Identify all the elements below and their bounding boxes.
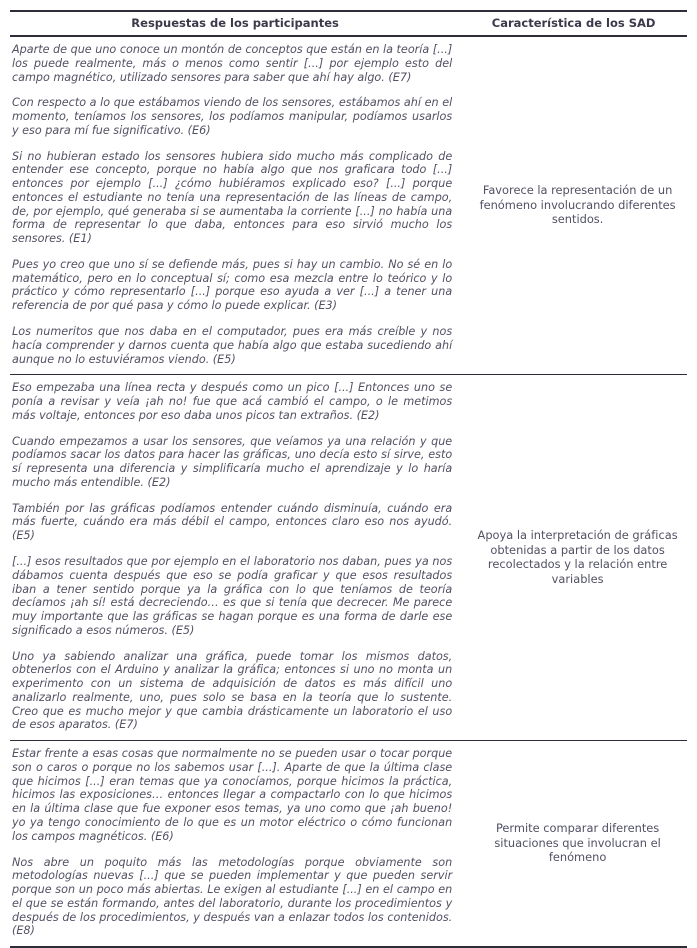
table-row [10,37,687,374]
table-body [10,37,687,948]
participant-quote: Si no hubieran estado los sensores hubiera sido mucho más complicado de entender ese concepto, porque no había algo que nos graficara todo [...] entonces por ejemplo [...] ¿cómo hubiéramos explicado eso? [...] porque entonces el estudiante no tenía una representación de las líneas de campo, de, por ejemplo, qué generaba si se aumentaba la corriente [...] no había una forma de representar lo que daba, entonces para eso sirvió mucho los sensores. (E1) [12,149,453,246]
responses-cell [10,376,460,738]
participant-quote: Uno ya sabiendo analizar una gráfica, puede tomar los mismos datos, obtenerlos con el Arduino y analizar la gráfica; entonces si uno no monta un experimento con un sistema de adquisición de datos es más difícil uno analizarlo realmente, uno, pues solo se basa en la teoría que lo sustente. Creo que es mucho mejor y que cambia drásticamente un laboratorio el uso de esos aparatos. (E7) [12,649,453,732]
characteristic-text: Apoya la interpretación de gráficas obtenidas a partir de los datos recolectados y la relación entre variables [477,528,678,586]
characteristic-cell [460,38,687,372]
participant-quote: También por las gráficas podíamos entender cuándo disminuía, cuándo era más fuerte, cuándo era más débil el campo, entonces claro eso nos ayudó. (E5) [12,501,453,543]
characteristic-text: Permite comparar diferentes situaciones que involucran el fenómeno [494,821,661,865]
characteristic-text: Favorece la representación de un fenómeno involucrando diferentes sentidos. [479,183,676,227]
characteristic-cell [460,742,687,944]
table-row [10,741,687,946]
participant-quote: Nos abre un poquito más las metodologías porque obviamente son metodologías nuevas [...] que se pueden implementar y que pueden servir porque son un poco más abiertas. Le exigen al estudiante [...] en el campo en el que se están formando, antes del laboratorio, durante los procedimientos y después de los procedimientos, y después van a enlazar todos los contenidos. (E8) [12,855,453,938]
participant-quote: Pues yo creo que uno sí se defiende más, pues si hay un cambio. No sé en lo matemático, pero en lo conceptual sí; como esa mezcla entre lo teórico y lo práctico y cómo representarlo [...] porque eso ayuda a ver [...] a tener una referencia de por qué pasa y cómo lo puede explicar. (E3) [12,257,453,313]
document-page [0,10,697,938]
participant-quote: [...] esos resultados que por ejemplo en el laboratorio nos daban, pues ya nos dábamos cuenta después que eso se podía graficar y que esos resultados iban a tener sentido porque ya la gráfica con lo que teníamos de teoría decíamos ¡ah sí! está decreciendo… es que si tenía que decrecer. Me parece muy importante que las gráficas se hagan porque es una forma de darle ese significado a esos números. (E5) [12,554,453,637]
column-header-characteristic: Característica de los SAD [491,16,656,30]
participant-quote: Cuando empezamos a usar los sensores, que veíamos ya una relación y que podíamos sacar los datos para hacer las gráficas, uno decía esto sí sirve, esto sí representa una diferencia y simplificaría mucho el aprendizaje y lo haría mucho más entendible. (E2) [12,434,453,489]
responses-cell [10,38,460,372]
characteristic-cell [460,376,687,738]
participant-quote: Los numeritos que nos daba en el computador, pues era más creíble y nos hacía comprender y darnos cuenta que había algo que estaba sucediendo ahí aunque no lo estuviéramos viendo. (E5) [12,325,453,366]
responses-cell [10,742,460,944]
participant-quote: Aparte de que uno conoce un montón de conceptos que están en la teoría [...] los puede realmente, más o menos como sentir [...] por ejemplo esto del campo magnético, utilizado sensores para saber que ahí hay algo. (E7) [12,43,453,84]
results-table [10,10,687,948]
table-header-row [10,12,687,35]
table-row [10,375,687,740]
column-header-responses: Respuestas de los participantes [131,16,339,30]
participant-quote: Estar frente a esas cosas que normalmente no se pueden usar o tocar porque son o caros o porque no los sabemos usar [...]. Aparte de que la última clase que hicimos [...] eran temas que ya conocíamos, porque hicimos la práctica, hicimos las exposiciones… entonces llegar a compactarlo con lo que hicimos en la última clase que fue exponer esos temas, ya uno como que ¡ah bueno! yo ya tengo conocimiento de lo que es un motor eléctrico o cómo funcionan los campos magnéticos. (E6) [12,747,453,843]
participant-quote: Eso empezaba una línea recta y después como un pico [...] Entonces uno se ponía a revisar y veía ¡ah no! fue que acá cambió el campo, o le metimos más voltaje, entonces por eso daba unos picos tan extraños. (E2) [12,381,453,422]
participant-quote: Con respecto a lo que estábamos viendo de los sensores, estábamos ahí en el momento, teníamos los sensores, los podíamos manipular, podíamos usarlos y eso para mí fue significativo. (E6) [12,96,453,137]
